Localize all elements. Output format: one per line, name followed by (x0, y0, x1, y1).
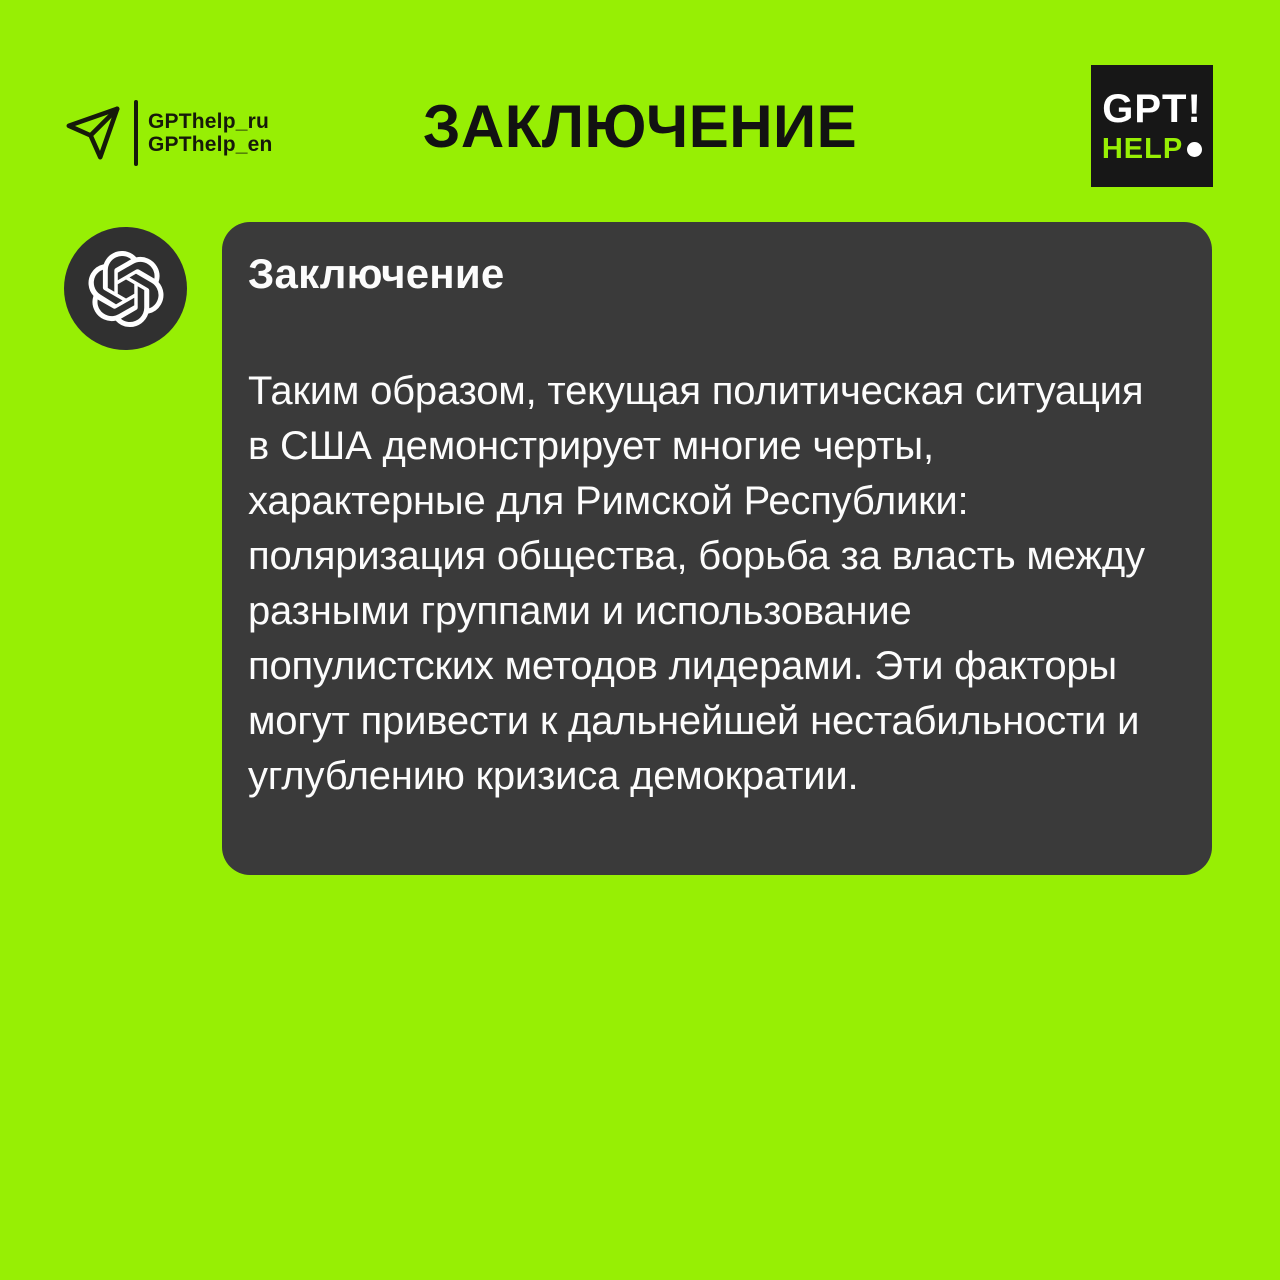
conclusion-card (222, 222, 1212, 875)
telegram-handle-ru: GPThelp_ru (148, 110, 270, 133)
card-title: Заключение (248, 250, 505, 297)
openai-logo-icon (88, 251, 164, 327)
brand-logo-bottom-text (1101, 132, 1202, 165)
brand-logo-dot (1187, 142, 1202, 157)
card-body-text: Таким образом, текущая политическая ситуация в США демонстрирует многие черты, характерные для Римской Республики: поляризация общества, борьба за власть между разными группами и использование популистских методов лидерами. Эти факторы могут привести к дальнейшей нестабильности и углублению кризиса демократии. (248, 369, 1145, 798)
brand-logo (1091, 65, 1213, 187)
brand-logo-top-text: GPT! (1102, 86, 1202, 131)
openai-avatar (64, 227, 187, 350)
page-title: ЗАКЛЮЧЕНИЕ (422, 93, 858, 160)
brand-logo-help-label: HELP (1101, 132, 1184, 165)
telegram-handle-en: GPThelp_en (148, 133, 273, 156)
